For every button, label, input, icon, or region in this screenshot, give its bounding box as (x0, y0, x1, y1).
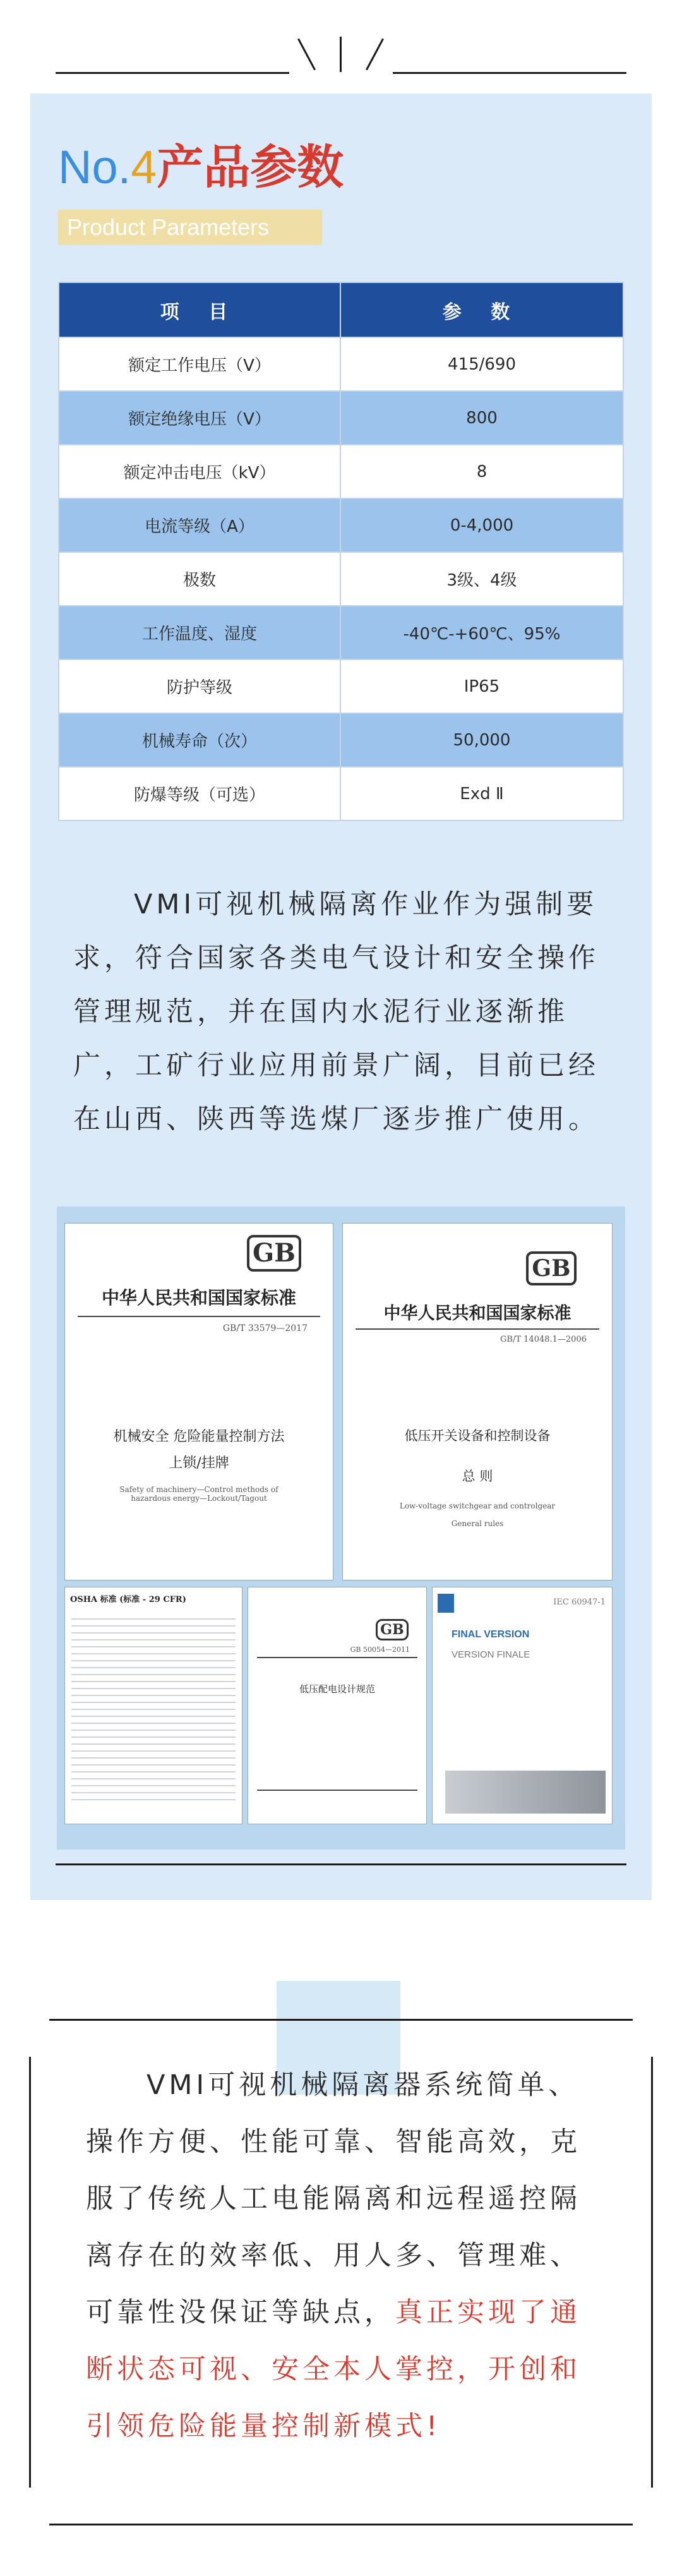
standard-document-gb-33579 (64, 1223, 333, 1580)
parameter-table (58, 282, 624, 821)
table-cell-value: 3级、4级 (446, 571, 517, 590)
document-title: 机械安全 危险能量控制方法 (113, 1429, 285, 1445)
document-en-subtitle: General rules (451, 1519, 504, 1528)
document-title: 低压配电设计规范 (299, 1683, 375, 1695)
table-cell-item: 防爆等级（可选） (59, 767, 341, 820)
document-text-lines (71, 1613, 236, 1802)
document-org: 中华人民共和国国家标准 (383, 1304, 571, 1323)
slash-middle (340, 37, 342, 72)
iec-logo (438, 1594, 454, 1613)
standards-collage (57, 1207, 625, 1850)
table-cell-value: 8 (476, 462, 488, 481)
document-subtitle: 上锁/挂牌 (169, 1455, 229, 1471)
table-header-item: 项 目 (59, 283, 341, 337)
box-right-line (651, 2057, 653, 2488)
table-row (59, 498, 623, 551)
table-row (59, 390, 623, 444)
summary-paragraph (86, 2057, 599, 2455)
table-cell-item: 工作温度、湿度 (59, 606, 341, 659)
box-bottom-line (49, 2524, 633, 2525)
table-cell-item: 极数 (59, 553, 341, 605)
table-header-row (59, 283, 623, 337)
gb-logo: GB (526, 1251, 577, 1285)
summary-highlight: 真正实现了通断状态可视、安全本人掌控，开创和引领危险能量控制新模式! (86, 2297, 581, 2442)
document-subtitle: 总 则 (462, 1469, 493, 1484)
document-title: 低压开关设备和控制设备 (404, 1428, 551, 1443)
table-header-value: 参 数 (442, 301, 522, 323)
document-rule (78, 1316, 320, 1317)
top-slash-mark (289, 32, 393, 76)
document-rule (356, 1328, 599, 1330)
document-code: IEC 60947-1 (553, 1598, 606, 1607)
table-cell-value: 50,000 (453, 730, 511, 750)
slash-left (297, 39, 316, 71)
summary-text: VMI可视机械隔离器系统简单、操作方便、性能可靠、智能高效，克服了传统人工电能隔离和远程遥控隔离存在的效率低、用人多、管理难、可靠性没保证等缺点， (86, 2069, 581, 2328)
table-row (59, 659, 623, 713)
heading-subtitle: Product Parameters (58, 210, 322, 245)
table-cell-value: 0-4,000 (450, 515, 514, 535)
box-left-line (29, 2057, 31, 2488)
table-row (59, 444, 623, 498)
document-en-title: Low-voltage switchgear and controlgear (399, 1502, 556, 1510)
table-row (59, 551, 623, 605)
table-cell-item: 额定冲击电压（kV） (59, 445, 341, 498)
document-rule-bottom (257, 1790, 417, 1791)
heading-no: No. (58, 141, 131, 193)
table-row (59, 605, 623, 659)
table-row (59, 337, 623, 390)
document-code: GB/T 33579—2017 (222, 1323, 308, 1333)
heading-number: 4 (131, 141, 157, 193)
table-cell-item: 额定工作电压（V） (59, 338, 341, 390)
table-row (59, 713, 623, 766)
bottom-divider (56, 1863, 626, 1865)
intro-paragraph: VMI可视机械隔离作业作为强制要求，符合国家各类电气设计和安全操作管理规范，并在国内水泥行业逐渐推广，工矿行业应用前景广阔，目前已经在山西、陕西等选煤厂逐步推广使用。 (73, 889, 599, 1135)
table-cell-value: 800 (466, 408, 498, 428)
document-code: GB 50054—2011 (350, 1646, 410, 1654)
document-title: OSHA 标准 (标准 - 29 CFR) (70, 1595, 186, 1604)
standard-document-iec-60947 (432, 1587, 613, 1824)
slash-right (366, 39, 384, 71)
final-version-label: FINAL VERSION (452, 1629, 530, 1640)
table-cell-value: -40℃-+60℃、95% (403, 625, 561, 644)
standard-document-osha (64, 1587, 242, 1824)
table-cell-item: 额定绝缘电压（V） (59, 392, 341, 444)
heading-title: 产品参数 (157, 140, 344, 195)
table-cell-value: IP65 (464, 677, 500, 696)
standard-document-gb-50054 (248, 1587, 427, 1824)
table-row (59, 766, 623, 820)
box-top-line (49, 2019, 633, 2021)
standard-document-gb-14048 (342, 1223, 613, 1580)
gb-logo: GB (247, 1235, 301, 1272)
table-cell-value: Exd Ⅱ (460, 784, 504, 803)
document-en-title: Safety of machinery—Control methods of hazardous energy—Lockout/Tagout (119, 1485, 278, 1503)
document-code: GB/T 14048.1—2006 (500, 1335, 587, 1344)
version-finale-label: VERSION FINALE (452, 1649, 530, 1660)
document-rule (257, 1657, 417, 1658)
gb-logo: GB (376, 1619, 409, 1640)
table-cell-item: 电流等级（A） (59, 499, 341, 551)
section-heading (58, 140, 344, 195)
table-cell-value: 415/690 (447, 354, 516, 374)
document-grey-band (445, 1771, 606, 1814)
document-org: 中华人民共和国国家标准 (101, 1287, 296, 1308)
table-cell-item: 机械寿命（次） (59, 714, 341, 766)
table-cell-item: 防护等级 (59, 660, 341, 713)
